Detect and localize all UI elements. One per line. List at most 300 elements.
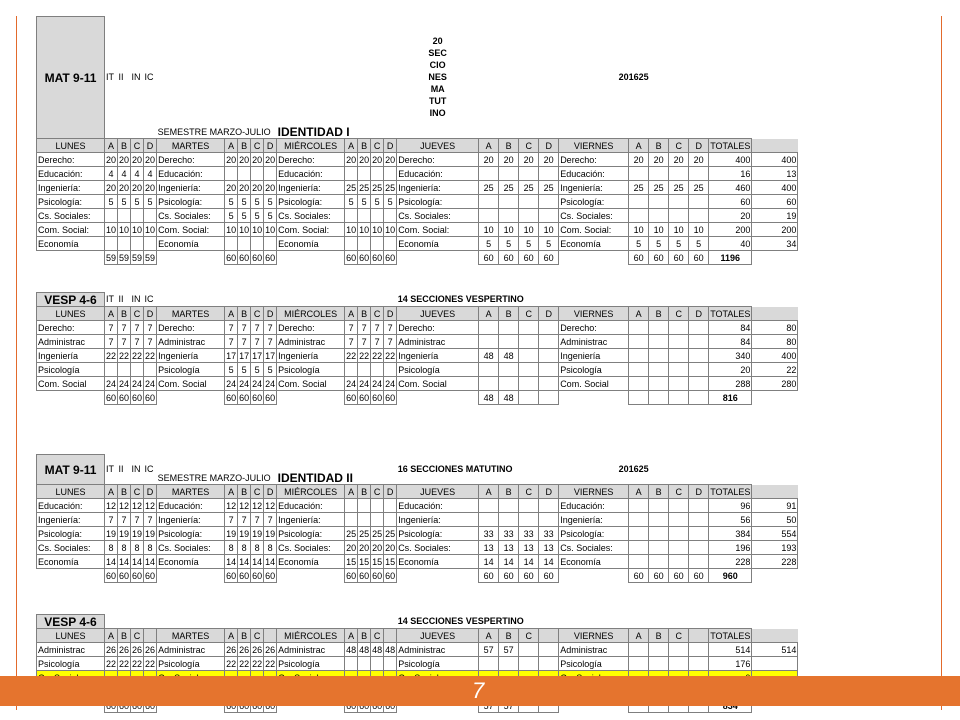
totals-header: TOTALES: [710, 486, 751, 497]
row-label: Com. Social:: [37, 223, 105, 237]
row-extra: 50: [752, 513, 798, 527]
day-header: LUNES: [37, 485, 105, 499]
column-header: A: [225, 307, 238, 321]
cell-value: [539, 499, 559, 513]
column-header: [264, 629, 277, 643]
sum-value: 60: [385, 252, 396, 263]
row-label: Psicología: [37, 657, 105, 671]
cell-value: 10: [372, 224, 383, 235]
cell-value: [358, 499, 371, 513]
cell-value: 15: [372, 556, 383, 567]
row-label: Administrac: [397, 643, 479, 657]
row-label: Com. Social:: [277, 223, 345, 237]
row-label: Ingeniería:: [559, 513, 629, 527]
cell-value: 7: [225, 335, 238, 349]
cell-value: 17: [226, 350, 237, 361]
cell-value: 7: [105, 513, 118, 527]
blank-cell: [519, 17, 539, 139]
table-row: [37, 349, 798, 363]
column-header: C: [131, 307, 144, 321]
cell-value: [539, 643, 559, 657]
cell-value: [345, 209, 358, 223]
cell-value: [384, 499, 397, 513]
row-label: Psicología: [277, 657, 345, 671]
cell-value: [669, 321, 689, 335]
cell-value: [649, 321, 669, 335]
column-header: D: [539, 139, 559, 153]
column-header: B: [238, 139, 251, 153]
column-header: A: [345, 629, 358, 643]
column-header: C: [251, 307, 264, 321]
sections-line: NES: [428, 72, 447, 83]
cell-value: 22: [385, 350, 396, 361]
sum-value: 60: [669, 569, 689, 583]
row-label: Administrac: [277, 335, 345, 349]
cell-value: [519, 657, 539, 671]
cell-value: 7: [144, 321, 157, 335]
cell-value: 20: [226, 154, 237, 165]
cell-value: 25: [372, 528, 383, 539]
cell-value: 12: [119, 500, 130, 511]
row-label: Cs. Sociales:: [37, 541, 105, 555]
row-total: 84: [709, 321, 752, 335]
row-label: Educación:: [277, 499, 345, 513]
cell-value: [669, 209, 689, 223]
cell-value: 20: [499, 153, 519, 167]
cell-value: 5: [238, 209, 251, 223]
cell-value: 26: [226, 644, 237, 655]
cell-value: 25: [359, 182, 370, 193]
cell-value: [345, 237, 358, 251]
column-header: D: [144, 307, 157, 321]
cell-value: [669, 541, 689, 555]
column-header: B: [358, 307, 371, 321]
row-label: Ingeniería:: [157, 181, 225, 195]
cell-value: 5: [144, 195, 157, 209]
row-label: Educación:: [397, 499, 479, 513]
row-label: Cs. Sociales:: [157, 209, 225, 223]
cell-value: [689, 527, 709, 541]
blank-cell: [358, 293, 371, 307]
row-label: Economía: [277, 555, 345, 569]
sum-value: 60: [359, 252, 370, 263]
table-row: [37, 363, 798, 377]
cell-value: 4: [144, 167, 157, 181]
row-total: 514: [709, 643, 752, 657]
cell-value: 20: [132, 154, 143, 165]
table-row: [37, 237, 798, 251]
cell-value: [689, 321, 709, 335]
cell-value: [519, 513, 539, 527]
sum-value: 60: [226, 570, 237, 581]
cell-value: 19: [145, 528, 156, 539]
blank-cell: [157, 615, 225, 629]
row-label: Educación:: [37, 167, 105, 181]
cell-value: [689, 377, 709, 391]
table-row: [37, 513, 798, 527]
cell-value: 20: [265, 154, 276, 165]
row-total: 40: [709, 237, 752, 251]
row-label: Ingeniería: [559, 349, 629, 363]
cell-value: 14: [539, 555, 559, 569]
sections-label: 14 SECCIONES VESPERTINO: [397, 294, 524, 305]
row-label: Psicología: [277, 363, 345, 377]
column-header: A: [479, 629, 499, 643]
cell-value: [384, 209, 397, 223]
row-label: Com. Social: [37, 377, 105, 391]
cell-value: 12: [239, 500, 250, 511]
cell-value: 10: [132, 224, 143, 235]
row-label: Economía: [559, 555, 629, 569]
row-label: Ingeniería:: [397, 513, 479, 527]
cell-value: 25: [372, 182, 383, 193]
cell-value: 20: [346, 542, 357, 553]
row-label: Com. Social: [277, 377, 345, 391]
roman-label: IT: [106, 464, 114, 475]
cell-value: [629, 499, 649, 513]
cell-value: 20: [649, 153, 669, 167]
row-label: Psicología:: [37, 195, 105, 209]
cell-value: 10: [239, 224, 250, 235]
cell-value: 12: [132, 500, 143, 511]
cell-value: 7: [251, 321, 264, 335]
cell-value: [519, 377, 539, 391]
blank-cell: [752, 629, 798, 643]
row-label: Cs. Sociales:: [559, 209, 629, 223]
row-extra: 80: [752, 321, 798, 335]
row-label: Com. Social:: [157, 223, 225, 237]
cell-value: [669, 363, 689, 377]
row-label: Ingeniería: [37, 349, 105, 363]
roman-label: IC: [144, 294, 154, 305]
column-header: A: [479, 485, 499, 499]
blank-cell: [689, 615, 709, 629]
column-header: A: [225, 139, 238, 153]
cell-value: 24: [239, 378, 250, 389]
blank-cell: [709, 17, 752, 139]
column-header: A: [105, 307, 118, 321]
cell-value: [479, 167, 499, 181]
cell-value: 7: [358, 335, 371, 349]
cell-value: [264, 167, 277, 181]
row-label: Psicología:: [397, 195, 479, 209]
row-label: Ingeniería: [157, 349, 225, 363]
day-header: JUEVES: [397, 307, 479, 321]
row-total: 16: [709, 167, 752, 181]
cell-value: 13: [479, 541, 499, 555]
table-row: [37, 153, 798, 167]
cell-value: [629, 657, 649, 671]
blank-cell: [225, 293, 238, 307]
cell-value: 14: [499, 555, 519, 569]
blank-cell: [251, 615, 264, 629]
cell-value: 26: [239, 644, 250, 655]
row-label: Derecho:: [277, 153, 345, 167]
cell-value: 20: [145, 182, 156, 193]
cell-value: 57: [479, 643, 499, 657]
row-extra: 400: [752, 181, 798, 195]
row-label: Administrac: [277, 643, 345, 657]
cell-value: 7: [105, 321, 118, 335]
cell-value: 48: [385, 644, 396, 655]
cell-value: 7: [105, 335, 118, 349]
totals-header: TOTALES: [710, 140, 751, 151]
cell-value: [689, 541, 709, 555]
blank-cell: [264, 293, 277, 307]
sum-value: 59: [106, 252, 117, 263]
column-header: D: [539, 307, 559, 321]
sum-value: 59: [145, 252, 156, 263]
column-header: A: [105, 629, 118, 643]
column-header: A: [629, 139, 649, 153]
cell-value: [689, 513, 709, 527]
cell-value: 26: [119, 644, 130, 655]
cell-value: 7: [384, 335, 397, 349]
blank-cell: [479, 17, 499, 139]
cell-value: 14: [252, 556, 263, 567]
roman-label: IC: [144, 464, 154, 475]
cell-value: [105, 237, 118, 251]
column-header: B: [358, 139, 371, 153]
blank-cell: [371, 293, 384, 307]
row-label: Educación:: [559, 499, 629, 513]
row-extra: 400: [752, 349, 798, 363]
block-title: VESP 4-6: [37, 615, 105, 629]
cell-value: 22: [226, 658, 237, 669]
blank-cell: [397, 569, 479, 583]
cell-value: 17: [265, 350, 276, 361]
cell-value: 22: [132, 658, 143, 669]
cell-value: 19: [226, 528, 237, 539]
totals-header: TOTALES: [710, 630, 751, 641]
table-row: [37, 181, 798, 195]
cell-value: 25: [649, 181, 669, 195]
cell-value: 7: [131, 513, 144, 527]
sections-line: SEC: [428, 48, 447, 59]
sum-value: 59: [132, 252, 143, 263]
sum-value: [519, 391, 539, 405]
table-row: [37, 555, 798, 569]
column-header: A: [345, 139, 358, 153]
totals-header: TOTALES: [710, 308, 751, 319]
roman-label: IC: [144, 72, 154, 83]
sum-value: 60: [252, 392, 263, 403]
column-header: D: [264, 139, 277, 153]
cell-value: 5: [264, 363, 277, 377]
cell-value: 7: [345, 321, 358, 335]
cell-value: 5: [358, 195, 371, 209]
row-label: Cs. Sociales:: [157, 541, 225, 555]
sum-value: 60: [145, 570, 156, 581]
row-extra: 91: [752, 499, 798, 513]
cell-value: [669, 555, 689, 569]
cell-value: 8: [131, 541, 144, 555]
cell-value: 24: [385, 378, 396, 389]
row-label: Cs. Sociales:: [277, 209, 345, 223]
cell-value: 8: [225, 541, 238, 555]
cell-value: [649, 527, 669, 541]
cell-value: 13: [539, 541, 559, 555]
block-title: VESP 4-6: [37, 293, 105, 307]
cell-value: 5: [118, 195, 131, 209]
cell-value: 22: [106, 658, 117, 669]
column-header: C: [669, 139, 689, 153]
row-label: Educación:: [157, 167, 225, 181]
cell-value: [131, 209, 144, 223]
cell-value: [479, 513, 499, 527]
sum-value: 60: [372, 570, 383, 581]
sum-value: 60: [132, 392, 143, 403]
sum-value: 60: [359, 570, 370, 581]
cell-value: 22: [346, 350, 357, 361]
row-label: Derecho:: [397, 321, 479, 335]
cell-value: 24: [132, 378, 143, 389]
column-header: C: [131, 485, 144, 499]
row-label: Ingeniería:: [157, 513, 225, 527]
column-header: A: [345, 307, 358, 321]
cell-value: 7: [225, 321, 238, 335]
sum-value: 60: [385, 570, 396, 581]
blank-cell: [559, 615, 629, 629]
sections-line: MA: [430, 84, 445, 95]
cell-value: [264, 237, 277, 251]
sum-value: 60: [106, 392, 117, 403]
cell-value: 10: [689, 223, 709, 237]
row-label: Derecho:: [37, 321, 105, 335]
cell-value: 10: [385, 224, 396, 235]
row-label: Ingeniería:: [37, 181, 105, 195]
cell-value: 5: [629, 237, 649, 251]
column-header: B: [358, 629, 371, 643]
cell-value: [649, 657, 669, 671]
column-header: C: [371, 307, 384, 321]
blank-cell: [649, 293, 669, 307]
row-label: Administrac: [37, 643, 105, 657]
blank-cell: [118, 615, 131, 629]
column-header: A: [629, 629, 649, 643]
row-extra: 22: [752, 363, 798, 377]
cell-value: 25: [346, 182, 357, 193]
cell-value: 26: [132, 644, 143, 655]
cell-value: [371, 499, 384, 513]
table-row: [37, 167, 798, 181]
cell-value: 7: [131, 335, 144, 349]
cell-value: 5: [264, 195, 277, 209]
cell-value: [345, 363, 358, 377]
cell-value: [144, 237, 157, 251]
sum-value: 59: [119, 252, 130, 263]
row-extra: 193: [752, 541, 798, 555]
sum-value: 60: [346, 570, 357, 581]
semester-label: SEMESTRE MARZO-JULIO: [157, 127, 271, 137]
cell-value: 20: [132, 182, 143, 193]
column-header: C: [519, 307, 539, 321]
table-row: [37, 321, 798, 335]
row-label: Ingeniería:: [397, 181, 479, 195]
cell-value: 7: [238, 335, 251, 349]
cell-value: [479, 377, 499, 391]
cell-value: [479, 657, 499, 671]
cell-value: [649, 513, 669, 527]
cell-value: 5: [264, 209, 277, 223]
cell-value: 25: [669, 181, 689, 195]
row-label: Derecho:: [559, 321, 629, 335]
cell-value: 10: [106, 224, 117, 235]
cell-value: [689, 643, 709, 657]
cell-value: [499, 657, 519, 671]
cell-value: [384, 237, 397, 251]
cell-value: [118, 209, 131, 223]
cell-value: 20: [385, 542, 396, 553]
cell-value: 26: [145, 644, 156, 655]
row-total: 228: [709, 555, 752, 569]
row-total: 20: [709, 209, 752, 223]
sum-value: [669, 391, 689, 405]
sum-value: 60: [629, 569, 649, 583]
row-label: Economía: [559, 237, 629, 251]
blank-cell: [752, 569, 798, 583]
cell-value: [539, 349, 559, 363]
cell-value: [629, 643, 649, 657]
column-header: C: [251, 629, 264, 643]
day-header: VIERNES: [559, 139, 629, 153]
cell-value: 48: [346, 644, 357, 655]
cell-value: [519, 167, 539, 181]
cell-value: 7: [238, 321, 251, 335]
cell-value: [689, 555, 709, 569]
row-label: Derecho:: [559, 153, 629, 167]
cell-value: 10: [499, 223, 519, 237]
row-label: Administrac: [559, 335, 629, 349]
sum-value: 60: [649, 251, 669, 265]
sum-value: 60: [145, 392, 156, 403]
sum-value: 60: [649, 569, 669, 583]
cell-value: [649, 363, 669, 377]
cell-value: 22: [106, 350, 117, 361]
row-extra: 228: [752, 555, 798, 569]
blank-cell: [225, 615, 238, 629]
column-header: D: [144, 485, 157, 499]
cell-value: [539, 377, 559, 391]
blank-cell: [649, 615, 669, 629]
row-extra: 554: [752, 527, 798, 541]
roman-label: IN: [131, 294, 141, 305]
cell-value: [629, 321, 649, 335]
sum-value: 60: [106, 570, 117, 581]
row-label: Educación:: [559, 167, 629, 181]
cell-value: 24: [359, 378, 370, 389]
column-header: B: [238, 307, 251, 321]
cell-value: 7: [118, 335, 131, 349]
cell-value: [479, 499, 499, 513]
cell-value: [689, 499, 709, 513]
cell-value: 17: [252, 350, 263, 361]
day-header: VIERNES: [559, 307, 629, 321]
cell-value: 5: [251, 209, 264, 223]
day-header: JUEVES: [397, 139, 479, 153]
row-label: Psicología:: [277, 527, 345, 541]
block1-table: [36, 16, 798, 265]
sum-value: 60: [265, 392, 276, 403]
blank-cell: [689, 293, 709, 307]
row-label: Administrac: [397, 335, 479, 349]
sum-value: 60: [119, 570, 130, 581]
blank-cell: [397, 391, 479, 405]
identity-label: IDENTIDAD I: [277, 125, 350, 139]
row-label: Com. Social: [157, 377, 225, 391]
cell-value: [519, 643, 539, 657]
row-label: Psicología:: [157, 527, 225, 541]
